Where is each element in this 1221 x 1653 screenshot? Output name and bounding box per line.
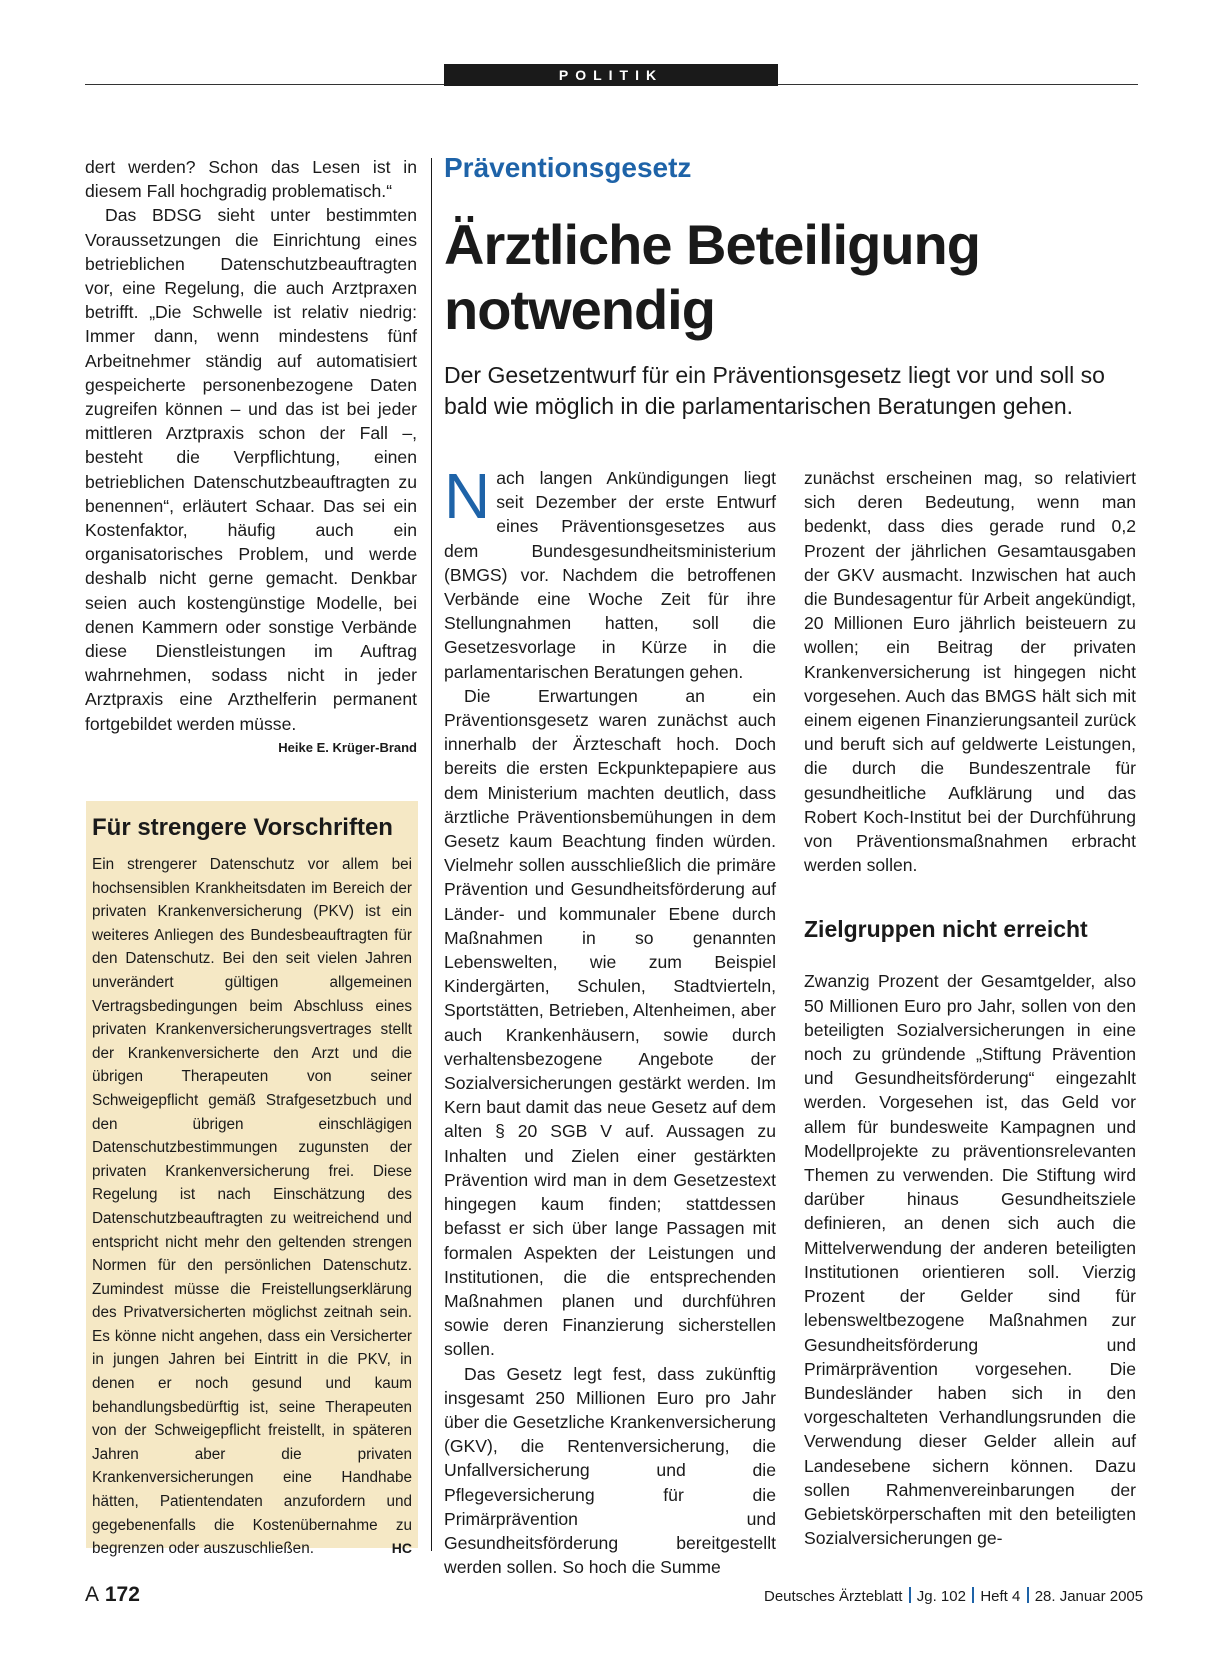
article-paragraph: Die Erwartungen an ein Präventionsgesetz waren zunächst auch innerhalb der Ärzteschaft hoch. Doch bereits die ersten Eckpunktepapiere aus dem Ministerium machten deutlich, dass ärztliche Präventionsbemühungen in dem Gesetz kaum Beachtung finden würden. Vielmehr sollen ausschließlich die primäre Prävention und Gesundheitsförderung auf Länder- und kommunaler Ebene durch Maßnahmen in so genannten Lebenswelten, wie zum Beispiel Kindergärten, Schulen, Stadtvierteln, Sportstätten, Betrieben, Altenheimen, aber auch Krankenhäusern, sowie durch verhaltensbezogene Angebote der Sozialversicherungen gestärkt werden. Im Kern baut damit das neue Gesetz auf dem alten § 20 SGB V auf. Aussagen zu Inhalten und Zielen einer gestärkten Prävention wird man in dem Gesetzestext hingegen kaum finden; stattdessen befasst er sich über lange Passagen mit formalen Aspekten der Leistungen und Institutionen, die die entsprechenden Maßnahmen planen und durchführen sowie deren Finanzierung sicherstellen sollen. bbox=[444, 685, 776, 1360]
article-kicker: Präventionsgesetz bbox=[444, 152, 692, 183]
left-column bbox=[85, 155, 417, 760]
footer-separator bbox=[972, 1587, 974, 1603]
sidebar-box-signature: HC bbox=[391, 1540, 412, 1557]
left-paragraph-text: Das BDSG sieht unter bestimmten Voraussetzungen die Einrichtung eines betrieblichen Datenschutzbeauftragten vor, eine Regelung, die auch Arztpraxen betrifft. „Die Schwelle ist relativ niedrig: Immer dann, wenn mindestens fünf Arbeitnehmer ständig auf automatisiert gespeicherte personenbezogene Daten zugreifen können – und das ist bei jeder mittleren Arztpraxis schon der Fall –, besteht die Verpflichtung, einen betrieblichen Datenschutzbeauftragten zu benennen“, erläutert Schaar. Das sei ein Kostenfaktor, häufig auch ein organisatorisches Problem, und werde deshalb nicht gerne gemacht. Denkbar seien auch kostengünstige Modelle, bei denen Kammern oder sonstige Verbände diese Dienstleistungen im Auftrag wahrnehmen, sodass nicht in jeder Arztpraxis eine Arzthelferin permanent fortgebildet werden müsse. bbox=[85, 205, 417, 734]
article-paragraph-text: ach langen Ankündigungen liegt seit Dezember der erste Entwurf eines Präventionsgesetzes aus dem Bundesgesundheitsministerium (BMGS) vor. Nachdem die betroffenen Verbände eine Woche Zeit für ihre Stellungnahmen hatten, soll die Gesetzesvorlage in Kürze in die parlamentarischen Beratungen gehen. bbox=[444, 468, 776, 682]
page-number bbox=[85, 1583, 140, 1607]
page-prefix: A bbox=[85, 1583, 100, 1606]
sidebar-box-text: Ein strengerer Datenschutz vor allem bei hochsensiblen Krankheitsdaten im Bereich der privaten Krankenversicherung (PKV) ist ein weiteres Anliegen des Bundesbeauftragten für den Datenschutz. Bei den seit vielen Jahren unverändert gültigen allgemeinen Vertragsbedingungen beim Abschluss eines privaten Krankenversicherungsvertrages stellt der Krankenversicherte den Arzt und die übrigen Therapeuten von seiner Schweigepflicht gemäß Strafgesetzbuch und den übrigen einschlägigen Datenschutzbestimmungen zugunsten der privaten Krankenversicherung frei. Diese Regelung ist nach Einschätzung des Datenschutzbeauftragten zu weitreichend und entspricht nicht mehr den geltenden strengen Normen für den persönlichen Datenschutz. Zumindest müsse die Freistellungserklärung des Privatversicherten möglichst zeitnah sein. Es könne nicht angehen, dass ein Versicherter in jungen Jahren bei Eintritt in die PKV, in denen er noch gesund und kaum behandlungsbedürftig ist, seine Therapeuten von der Schweigepflicht freistellt, in späteren Jahren aber die privaten Krankenversicherungen eine Handhabe hätten, Patientendaten anzufordern und gegebenenfalls die Kostenübernahme zu begrenzen oder auszuschließen. bbox=[92, 856, 412, 1558]
journal-date: 28. Januar 2005 bbox=[1034, 1588, 1144, 1605]
left-paragraph: dert werden? Schon das Lesen ist in diesem Fall hochgradig problematisch.“ bbox=[85, 157, 417, 202]
section-tag: POLITIK bbox=[444, 64, 778, 86]
article-paragraph: Das Gesetz legt fest, dass zukünftig insgesamt 250 Millionen Euro pro Jahr über die Gesetzliche Krankenversicherung (GKV), die Rentenversicherung, die Unfallversicherung und die Pflegeversicherung für die Primärprävention und Gesundheitsförderung bereitgestellt werden sollen. So hoch die Summe bbox=[444, 1363, 776, 1578]
article-paragraph bbox=[444, 460, 776, 684]
page-number-value: 172 bbox=[104, 1583, 140, 1606]
journal-footer bbox=[764, 1587, 1143, 1605]
journal-name: Deutsches Ärzteblatt bbox=[764, 1588, 903, 1605]
article-headline: Ärztliche Beteiligung notwendig bbox=[444, 213, 980, 341]
footer-separator bbox=[1027, 1587, 1029, 1603]
left-paragraph bbox=[85, 203, 417, 755]
article-column-right bbox=[804, 466, 1136, 1550]
sidebar-box-title: Für strengere Vorschriften bbox=[92, 814, 393, 841]
footer-separator bbox=[909, 1587, 911, 1603]
article-paragraph: zunächst erscheinen mag, so relativiert sich deren Bedeutung, wenn man bedenkt, dass dies gerade rund 0,2 Prozent der jährlichen Gesamtausgaben der GKV ausmacht. Inzwischen hat auch die Bundesagentur für Arbeit angekündigt, 20 Millionen Euro jährlich beisteuern zu wollen; ein Beitrag der privaten Krankenversicherung ist hingegen nicht vorgesehen. Auch das BMGS hält sich mit einem eigenen Finanzierungsanteil zurück und beruft sich auf geldwerte Leistungen, die durch die Bundeszentrale für gesundheitliche Aufklärung und das Robert Koch-Institut bei der Durchführung von Präventionsmaßnahmen erbracht werden sollen. bbox=[804, 468, 1136, 876]
drop-cap: N bbox=[444, 460, 491, 532]
article-subheading: Zielgruppen nicht erreicht bbox=[804, 916, 1088, 943]
column-divider bbox=[431, 158, 432, 1551]
sidebar-box bbox=[86, 801, 418, 1558]
article-lead: Der Gesetzentwurf für ein Präventionsgesetz liegt vor und soll so bald wie möglich in die parlamentarischen Beratungen gehen. bbox=[444, 362, 1105, 419]
sidebar-box-body bbox=[92, 853, 412, 1561]
article-paragraph: Zwanzig Prozent der Gesamtgelder, also 50 Millionen Euro pro Jahr, sollen von den beteiligten Sozialversicherungen in eine noch zu gründende „Stiftung Prävention und Gesundheitsförderung“ eingezahlt werden. Vorgesehen ist, das Geld vor allem für bundesweite Kampagnen und Modellprojekte zu präventionsrelevanten Themen zu verwenden. Die Stiftung wird darüber hinaus Gesundheitsziele definieren, an denen sich auch die Mittelverwendung der anderen beteiligten Institutionen orientieren soll. Vierzig Prozent der Gelder sind für lebensweltbezogene Maßnahmen zur Gesundheitsförderung und Primärprävention vorgesehen. Die Bundesländer haben sich in den vorgeschalteten Verhandlungsrunden die Verwendung dieser Gelder allein auf Landesebene sichern können. Dazu sollen Rahmenvereinbarungen der Gebietskörperschaften mit den beteiligten Sozialversicherungen ge- bbox=[804, 971, 1136, 1549]
author-byline: Heike E. Krüger-Brand bbox=[278, 739, 417, 755]
journal-volume: Jg. 102 bbox=[916, 1588, 966, 1605]
article-column-middle bbox=[444, 460, 776, 1579]
journal-issue: Heft 4 bbox=[980, 1588, 1021, 1605]
